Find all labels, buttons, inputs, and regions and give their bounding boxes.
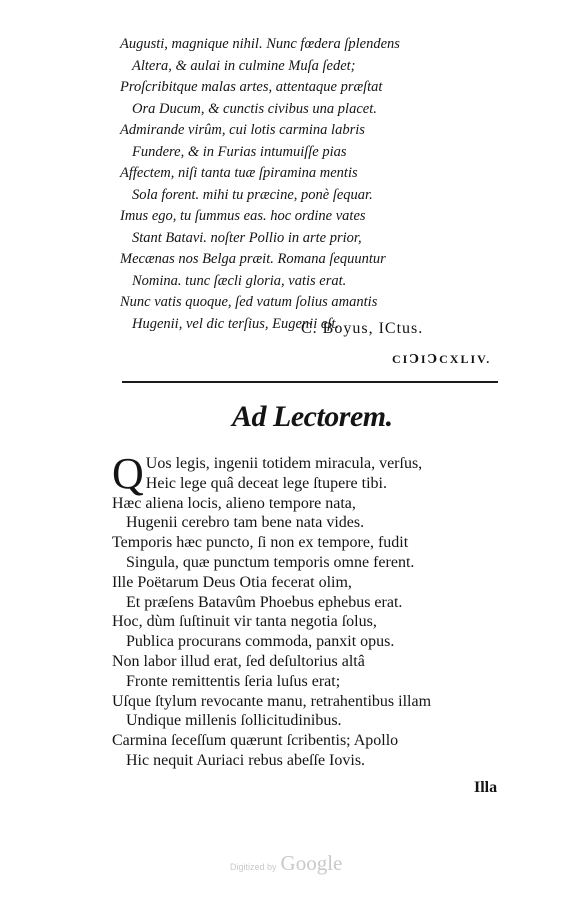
poem-line: Altera, & aulai in culmine Muſa ſedet;	[132, 57, 356, 74]
poem-line: Publica procurans commoda, panxit opus.	[126, 633, 395, 651]
digitization-watermark	[230, 851, 342, 876]
top-poem	[120, 34, 500, 335]
poem-line: Hoc, dùm ſuſtinuit vir tanta negotia ſolus,	[112, 613, 377, 631]
bottom-poem	[112, 449, 512, 771]
poem-line: Augusti, magnique nihil. Nunc fœdera ſplendens	[120, 36, 400, 52]
poem-line: Hugenii cerebro tam bene nata vides.	[126, 514, 365, 532]
section-heading: Ad Lectorem.	[232, 400, 393, 433]
poem-line: Ora Ducum, & cunctis civibus una placet.	[132, 100, 377, 117]
divider-rule	[122, 381, 498, 383]
poem-line: Hugenii, vel dic terſius, Eugenii eſt.	[132, 315, 339, 332]
poem-line: Admirande virûm, cui lotis carmina labris	[120, 122, 365, 138]
poem-line: Mecænas nos Belga præit. Romana ſequuntur	[120, 251, 386, 267]
poem-line: Stant Batavi. noſter Pollio in arte prior,	[132, 229, 362, 246]
poem-line: Proſcribitque malas artes, attentaque præſtat	[120, 79, 383, 95]
poem-line: Undique millenis ſollicitudinibus.	[126, 712, 342, 730]
poem-line: Imus ego, tu ſummus eas. hoc ordine vates	[120, 208, 366, 224]
poem-line: Non labor illud erat, ſed deſultorius altâ	[112, 652, 365, 670]
poem-line: Ille Poëtarum Deus Otia fecerat olim,	[112, 573, 352, 591]
poem-line: Affectem, niſi tanta tuæ ſpiramina mentis	[120, 165, 358, 181]
poem-line: Uſque ſtylum revocante manu, retrahentibus illam	[112, 692, 432, 710]
poem-line: Nunc vatis quoque, ſed vatum ſolius amantis	[120, 294, 378, 310]
year-numeral: CIↃIↃCXLIV.	[392, 352, 492, 366]
poem-line: Hic nequit Auriaci rebus abeſſe Iovis.	[126, 751, 366, 769]
poem-line: Sola forent. mihi tu præcine, ponè ſequar.	[132, 186, 373, 203]
poem-line: Hæc aliena locis, alieno tempore nata,	[112, 494, 356, 512]
poem-line: Carmina ſeceſſum quærunt ſcribentis; Apollo	[112, 732, 399, 750]
catchword: Illa	[474, 779, 498, 796]
poem-line: Fronte remittentis ſeria luſus erat;	[126, 672, 341, 690]
google-logo: Google	[280, 851, 343, 875]
poem-line: Nomina. tunc ſæcli gloria, vatis erat.	[132, 272, 347, 289]
poem-line: Singula, quæ punctum temporis omne ferent.	[126, 553, 415, 571]
drop-cap: Q	[112, 449, 144, 498]
poem-line: Heic lege quâ deceat lege ſtupere tibi.	[145, 474, 387, 492]
watermark-prefix: Digitized by	[230, 862, 277, 872]
poem-line: Temporis hæc puncto, ſi non ex tempore, fudit	[112, 534, 409, 552]
poem-line: Fundere, & in Furias intumuiſſe pias	[132, 143, 347, 160]
poem-line: Uos legis, ingenii totidem miracula, verſus,	[145, 455, 423, 472]
signature: C. Boyus, ICtus.	[301, 320, 424, 337]
poem-line: Et præſens Batavûm Phoebus ephebus erat.	[126, 593, 403, 611]
